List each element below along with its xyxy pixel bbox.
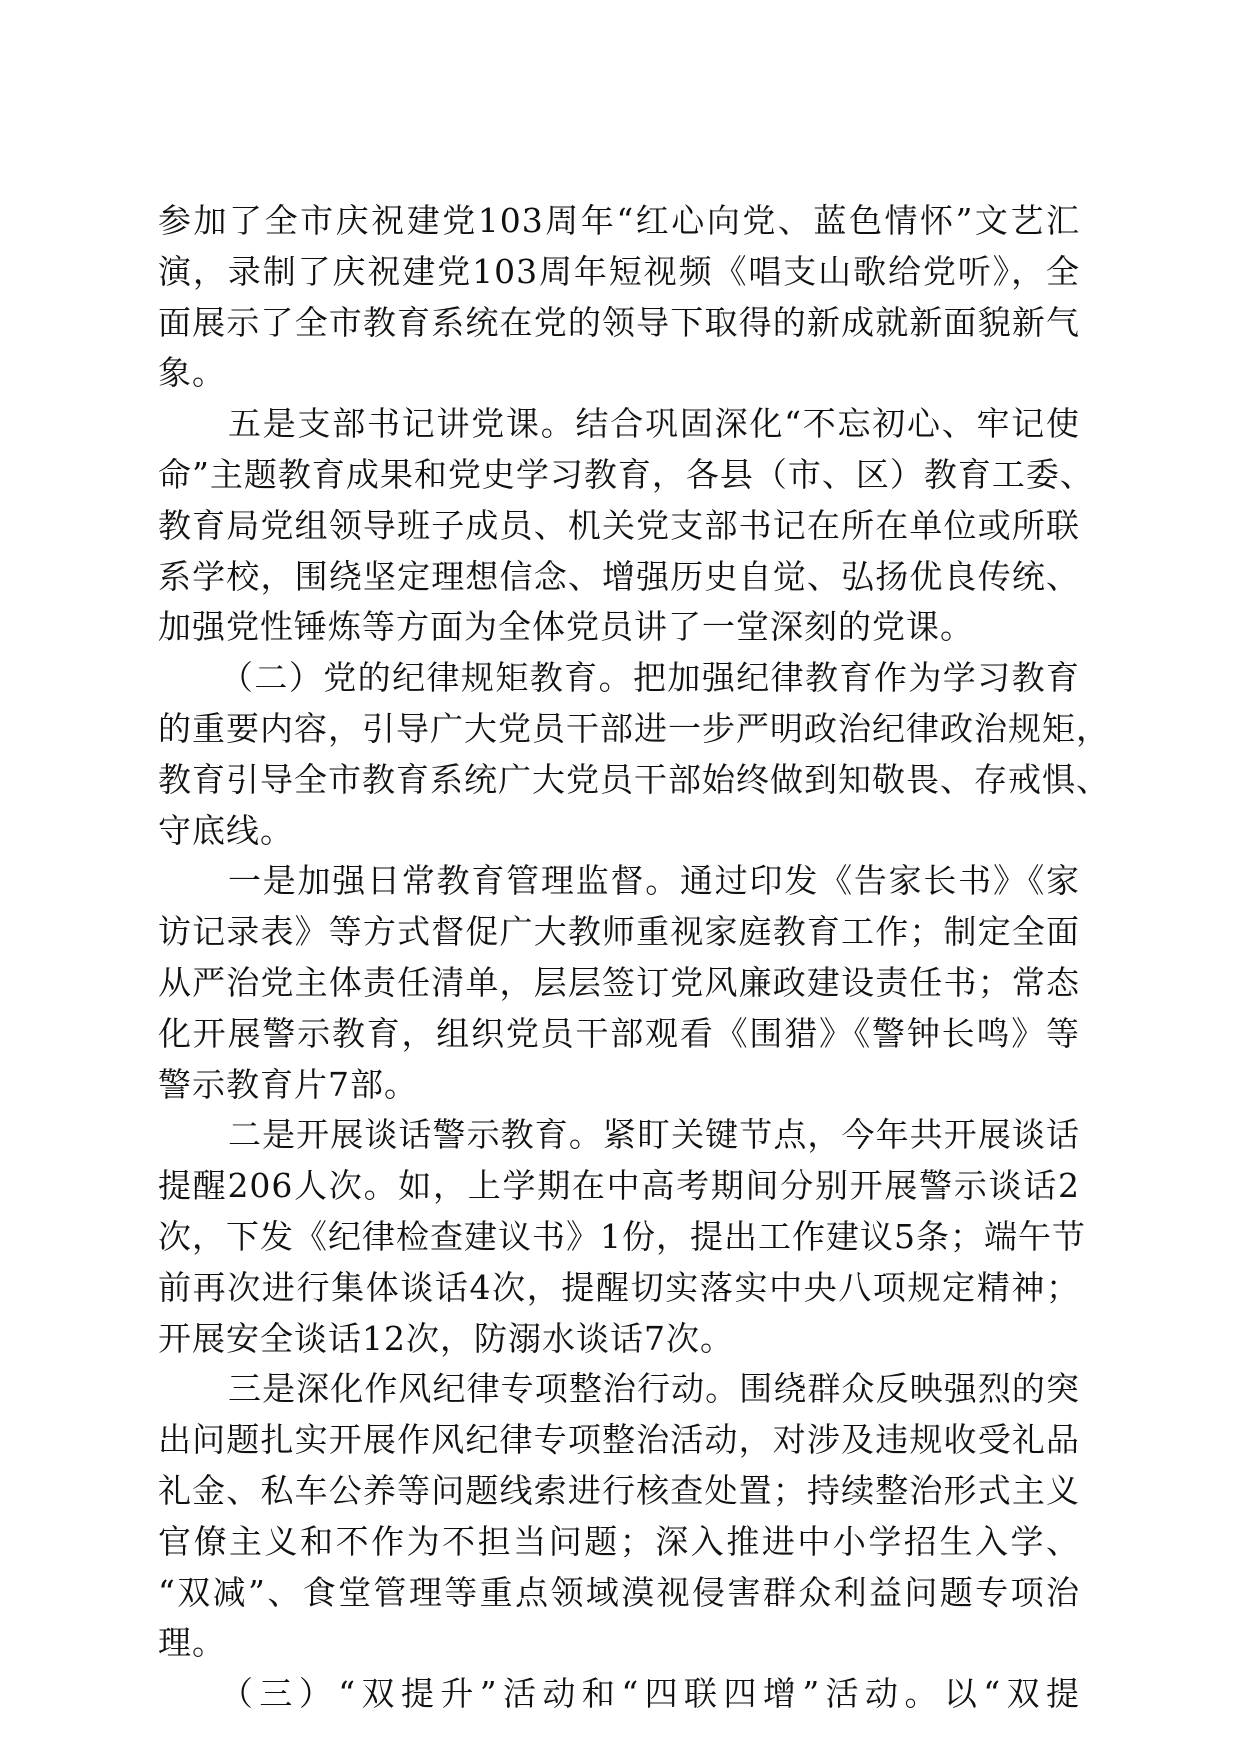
text-line: 化开展警示教育，组织党员干部观看《围猎》《警钟长鸣》等 <box>158 1013 1080 1053</box>
text-line: 教育局党组领导班子成员、机关党支部书记在所在单位或所联 <box>158 505 1080 545</box>
text-line: 守底线。 <box>158 810 294 850</box>
section-heading-line: （二）党的纪律规矩教育。把加强纪律教育作为学习教育 <box>220 658 1080 698</box>
text-line: 参加了全市庆祝建党103周年“红心向党、蓝色情怀”文艺汇 <box>158 201 1080 240</box>
text-line: 教育引导全市教育系统广大党员干部始终做到知敬畏、存戒惧、 <box>158 759 1110 799</box>
text-line: 二是开展谈话警示教育。紧盯关键节点，今年共开展谈话 <box>228 1115 1080 1155</box>
text-line: 命”主题教育成果和党史学习教育，各县（市、区）教育工委、 <box>158 454 1094 494</box>
paragraph <box>158 856 1080 1110</box>
paragraph <box>158 653 1110 856</box>
document-page <box>158 196 1110 1720</box>
text-line: 次，下发《纪律检查建议书》1份，提出工作建议5条；端午节 <box>158 1216 1086 1256</box>
text-line: 从严治党主体责任清单，层层签订党风廉政建设责任书；常态 <box>158 962 1080 1002</box>
text-line: “双减”、食堂管理等重点领域漠视侵害群众利益问题专项治 <box>158 1572 1080 1612</box>
text-line: 一是加强日常教育管理监督。通过印发《告家长书》《家 <box>228 861 1080 901</box>
text-line: 提醒206人次。如，上学期在中高考期间分别开展警示谈话2 <box>158 1166 1080 1206</box>
text-line: 前再次进行集体谈话4次，提醒切实落实中央八项规定精神； <box>158 1267 1080 1307</box>
text-line: 象。 <box>158 353 226 393</box>
text-line: 开展安全谈话12次，防溺水谈话7次。 <box>158 1318 734 1358</box>
text-line: 的重要内容，引导广大党员干部进一步严明政治纪律政治规矩， <box>158 708 1110 748</box>
paragraph <box>158 399 1094 653</box>
text-line: 五是支部书记讲党课。结合巩固深化“不忘初心、牢记使 <box>228 404 1080 444</box>
text-line: 系学校，围绕坚定理想信念、增强历史自觉、弘扬优良传统、 <box>158 556 1080 596</box>
text-line: 理。 <box>158 1623 226 1663</box>
text-line: 演，录制了庆祝建党103周年短视频《唱支山歌给党听》，全 <box>158 251 1080 291</box>
text-line: 面展示了全市教育系统在党的领导下取得的新成就新面貌新气 <box>158 302 1080 342</box>
text-line: 三是深化作风纪律专项整治行动。围绕群众反映强烈的突 <box>228 1369 1080 1409</box>
text-line: 警示教育片7部。 <box>158 1064 418 1104</box>
text-line: 官僚主义和不作为不担当问题；深入推进中小学招生入学、 <box>158 1521 1080 1561</box>
paragraph <box>158 196 1080 399</box>
text-line: 礼金、私车公养等问题线索进行核查处置；持续整治形式主义 <box>158 1470 1080 1510</box>
section-heading-line: （三）“双提升”活动和“四联四增”活动。以“双提 <box>220 1674 1080 1714</box>
text-line: 加强党性锤炼等方面为全体党员讲了一堂深刻的党课。 <box>158 607 974 647</box>
paragraph <box>158 1110 1086 1364</box>
text-line: 出问题扎实开展作风纪律专项整治活动，对涉及违规收受礼品 <box>158 1420 1080 1460</box>
paragraph <box>158 1669 1080 1720</box>
paragraph <box>158 1364 1080 1669</box>
text-line: 访记录表》等方式督促广大教师重视家庭教育工作；制定全面 <box>158 912 1080 952</box>
